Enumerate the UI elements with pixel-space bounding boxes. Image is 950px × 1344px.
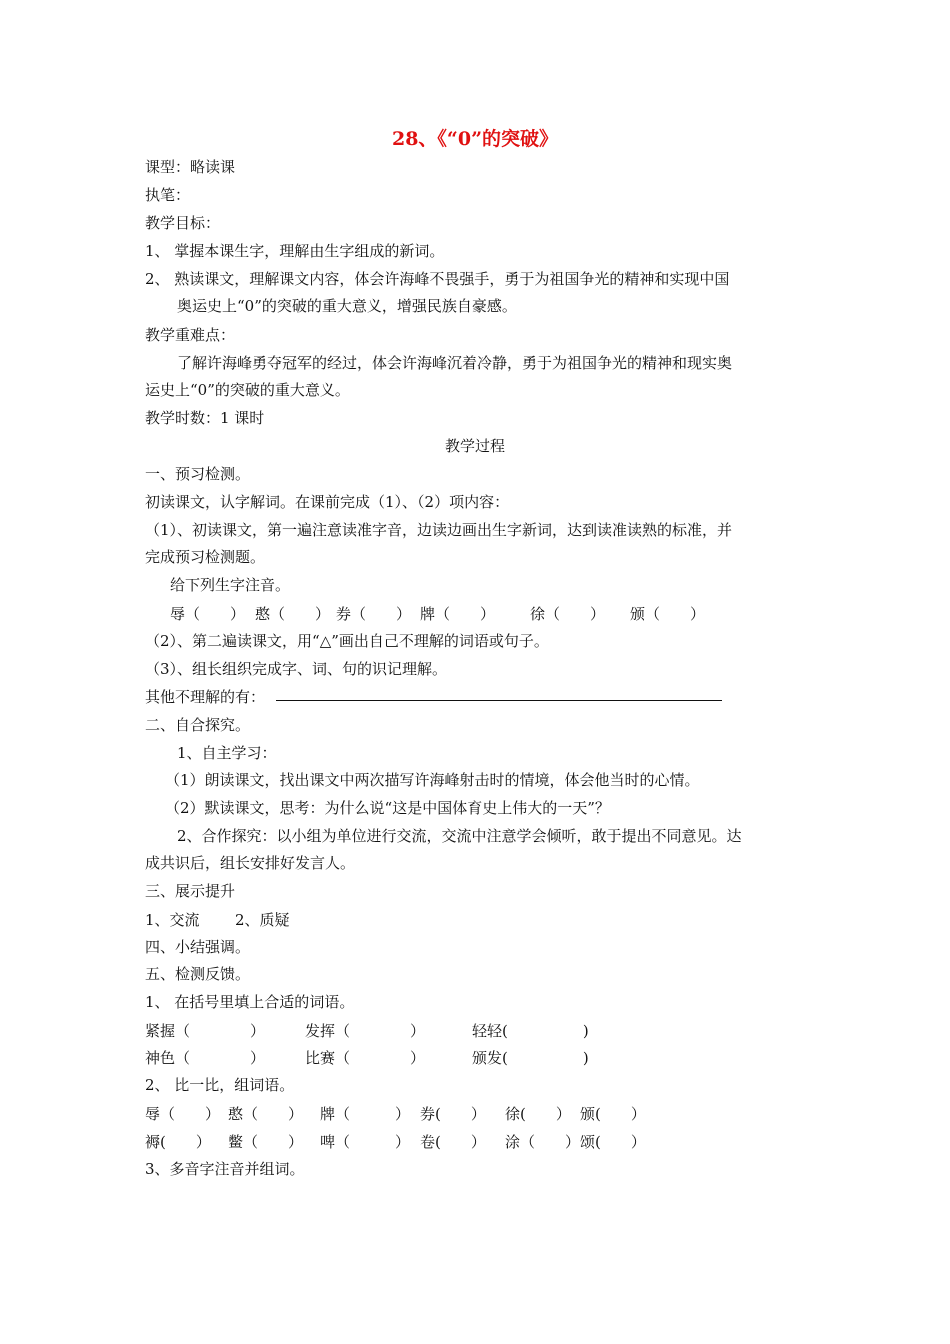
char-item: 颁（ ） [630, 605, 706, 623]
other-questions-label: 其他不理解的有： [145, 688, 266, 706]
compare-item: 辱（ ） [145, 1105, 221, 1123]
section-5-title: 五、检测反馈。 [145, 965, 251, 983]
goal-2-line-2: 奥运史上“0”的突破的重大意义，增强民族自豪感。 [177, 297, 517, 315]
fill-blank-item: 颁发( ) [472, 1049, 589, 1067]
self-study-question-1: （1）朗读课文，找出课文中两次描写许海峰射击时的情境，体会他当时的心情。 [165, 771, 700, 789]
section-4-title: 四、小结强调。 [145, 938, 251, 956]
section-1-item-3: （3）、组长组织完成字、词、句的识记理解。 [145, 660, 448, 678]
compare-item: 鳖（ ） [228, 1133, 304, 1151]
keypoints-line-1: 了解许海峰勇夺冠军的经过，体会许海峰沉着冷静，勇于为祖国争光的精神和现实奥 [177, 354, 733, 372]
goal-1: 1、 掌握本课生字，理解由生字组成的新词。 [145, 242, 445, 260]
compare-item: 券( ） [420, 1105, 486, 1123]
goal-2-line-1: 2、 熟读课文，理解课文内容，体会许海峰不畏强手，勇于为祖国争光的精神和实现中国 [145, 270, 730, 288]
compare-item: 憨（ ） [228, 1105, 304, 1123]
compare-item: 颁( ） [580, 1105, 646, 1123]
self-study-heading: 1、自主学习： [177, 744, 277, 762]
exercise-1-row-2 [0, 1047, 950, 1067]
fill-blank-item: 紧握（ ） [145, 1022, 266, 1040]
section-1-item-2: （2）、第二遍读课文，用“△”画出自己不理解的词语或句子。 [145, 632, 549, 650]
fill-blank-item: 比赛（ ） [305, 1049, 426, 1067]
list-item: 2、质疑 [235, 911, 290, 929]
goals-heading: 教学目标： [145, 214, 221, 232]
exercise-2-prompt: 2、 比一比，组词语。 [145, 1076, 295, 1094]
fill-blank-item: 轻轻( ) [472, 1022, 589, 1040]
cooperative-study-line-2: 成共识后，组长安排好发言人。 [145, 854, 356, 872]
compare-item: 牌（ ） [320, 1105, 411, 1123]
lesson-title: 28、《“0”的突破》 [391, 128, 559, 150]
pinyin-chars-row [0, 603, 950, 623]
exercise-2-row-1 [0, 1103, 950, 1123]
section-2-title: 二、自合探究。 [145, 716, 251, 734]
exercise-3-prompt: 3、多音字注音并组词。 [145, 1160, 305, 1178]
exercise-2-row-2 [0, 1131, 950, 1151]
compare-item: 颂( ） [580, 1133, 646, 1151]
course-type: 课型：略读课 [145, 158, 236, 176]
cooperative-study-line-1: 2、合作探究：以小组为单位进行交流，交流中注意学会倾听，敢于提出不同意见。达 [177, 827, 742, 845]
list-item: 1、交流 [145, 911, 200, 929]
section-1-intro: 初读课文，认字解词。在课前完成（1）、（2）项内容： [145, 493, 510, 511]
compare-item: 褥( ） [145, 1133, 211, 1151]
author-line: 执笔： [145, 186, 191, 204]
compare-item: 啤（ ） [320, 1133, 411, 1151]
char-item: 牌（ ） [420, 605, 496, 623]
section-1-title: 一、预习检测。 [145, 465, 251, 483]
keypoints-line-2: 运史上“0”的突破的重大意义。 [145, 381, 350, 399]
answer-underline [276, 700, 722, 701]
section-3-title: 三、展示提升 [145, 882, 236, 900]
compare-item: 涂（ ） [505, 1133, 581, 1151]
compare-item: 徐( ） [505, 1105, 571, 1123]
char-item: 辱（ ） [170, 605, 246, 623]
char-item: 券（ ） [336, 605, 412, 623]
teaching-hours: 教学时数：1 课时 [145, 409, 265, 427]
fill-blank-item: 发挥（ ） [305, 1022, 426, 1040]
char-item: 徐（ ） [530, 605, 606, 623]
process-heading: 教学过程 [444, 437, 505, 455]
section-1-item-1-line-1: （1）、初读课文，第一遍注意读准字音，边读边画出生字新词，达到读准读熟的标准，并 [145, 521, 733, 539]
exercise-1-row-1 [0, 1020, 950, 1040]
fill-blank-item: 神色（ ） [145, 1049, 266, 1067]
char-item: 憨（ ） [255, 605, 331, 623]
exercise-1-prompt: 1、 在括号里填上合适的词语。 [145, 993, 355, 1011]
keypoints-heading: 教学重难点： [145, 326, 236, 344]
self-study-question-2: （2）默读课文，思考：为什么说“这是中国体育史上伟大的一天”？ [165, 799, 610, 817]
section-3-items [0, 909, 950, 929]
pinyin-prompt: 给下列生字注音。 [170, 576, 291, 594]
section-1-item-1-line-2: 完成预习检测题。 [145, 548, 266, 566]
compare-item: 卷( ） [420, 1133, 486, 1151]
